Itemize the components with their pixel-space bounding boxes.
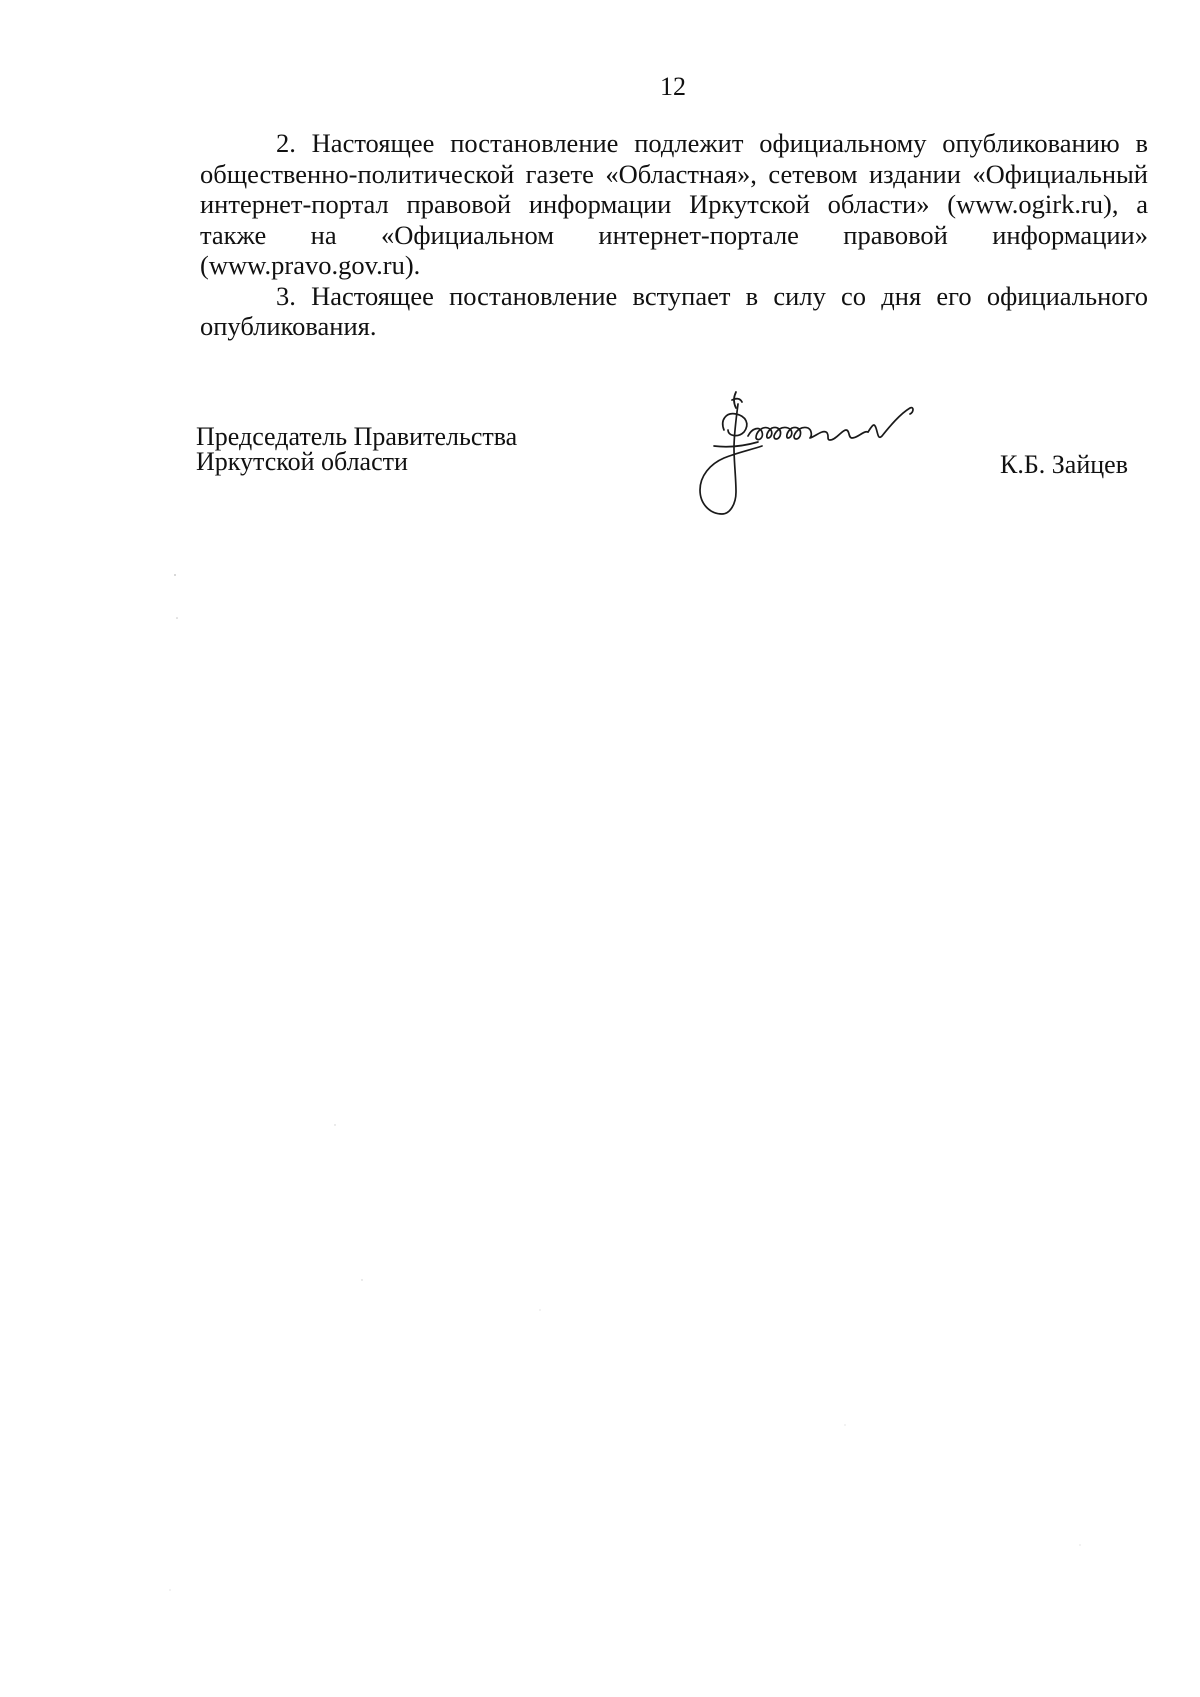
handwritten-signature-icon bbox=[670, 390, 950, 540]
document-body bbox=[200, 128, 1148, 342]
signatory-position bbox=[196, 424, 517, 474]
position-line-1: Председатель Правительства bbox=[196, 422, 518, 451]
page-number: 12 bbox=[660, 72, 686, 101]
paragraph-effective-date: 3. Настоящее постановление вступает в силу со дня его официального опубликования. bbox=[200, 280, 1148, 341]
position-line-2: Иркутской области bbox=[196, 447, 408, 476]
signatory-name: К.Б. Зайцев bbox=[1000, 450, 1128, 479]
paragraph-publication: 2. Настоящее постановление подлежит официальному опубликованию в общественно-политической газете «Областная», сетевом издании «Официальный интернет-портал правовой информации Иркутской области» (www.ogirk.ru), а также на «Официальном интернет-портале правовой информации» (www.pravo.gov.ru). bbox=[200, 128, 1148, 280]
